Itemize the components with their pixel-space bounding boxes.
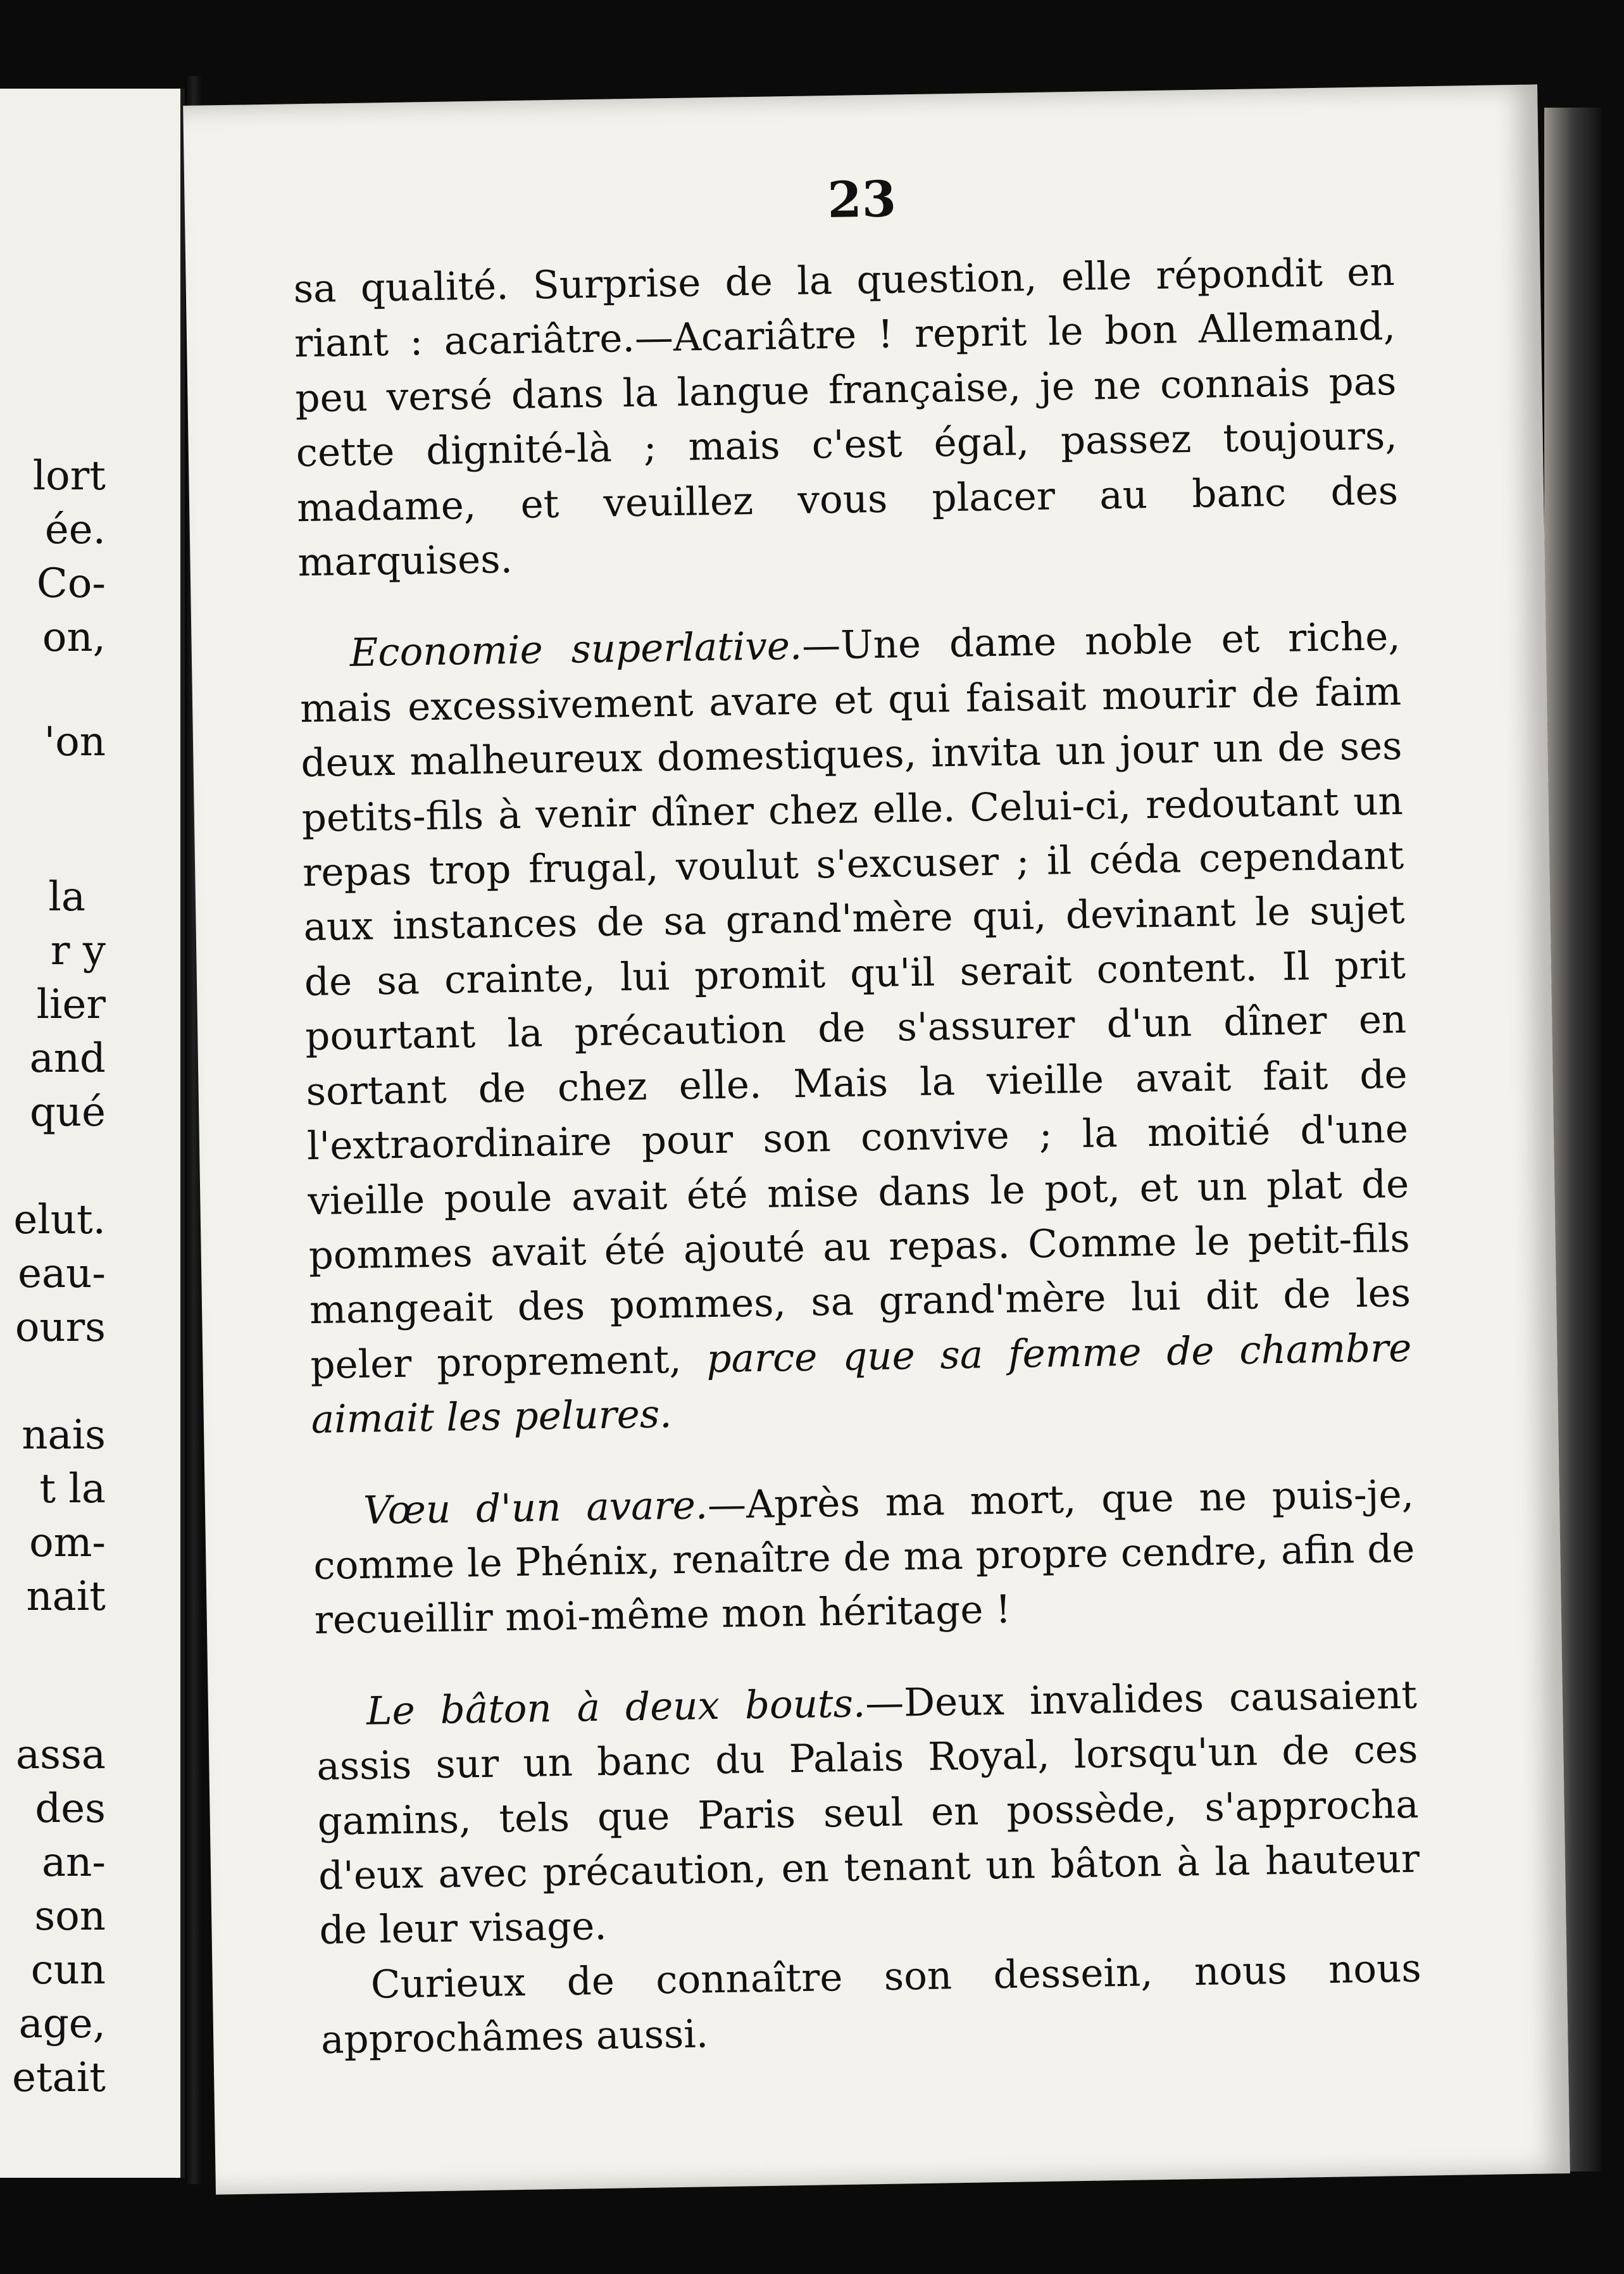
left-fragment: des [35, 1785, 106, 1832]
left-fragment: 'on [44, 719, 106, 765]
paragraph-final: Curieux de connaître son dessein, nous nous approchâmes aussi. [320, 1945, 1422, 2063]
left-fragment: assa [16, 1731, 106, 1778]
paragraph-economie [299, 610, 1413, 1447]
anecdote-text: —Après ma mort, que ne puis-je, comme le Phénix, renaître de ma propre cendre, afin de recueillir moi-même mon héritage ! [313, 1471, 1415, 1643]
left-fragment: nait [26, 1573, 106, 1620]
paragraph-1: sa qualité. Surprise de la question, elle répondit en riant : acariâtre.—Acariâtre ! reprit le bon Allemand, peu versé dans la langue française, je ne connais pas cette dignité-là ; mais c'est égal, passez toujours, madame, et veuillez vous placer au banc des marquises. [293, 249, 1399, 586]
anecdote-text: —Deux invalides causaient assis sur un banc du Palais Royal, lorsqu'un de ces gamins, tels que Paris seul en possède, s'approcha d'eux avec précaution, en tenant un bâton à la hauteur de leur visage. [316, 1672, 1420, 1954]
left-fragment: r y [50, 927, 106, 974]
left-fragment: Co- [36, 560, 106, 607]
left-fragment: son [34, 1893, 106, 1940]
anecdote-title: Vœu d'un avare. [363, 1482, 708, 1533]
page-number: 23 [827, 170, 897, 230]
left-fragment: an- [42, 1839, 106, 1886]
left-fragment: t la [39, 1466, 106, 1512]
left-fragment: lort [32, 453, 106, 499]
page-text [293, 245, 1423, 2105]
left-fragment: la [48, 874, 85, 920]
left-fragment: on, [42, 614, 106, 661]
left-fragment: eau- [18, 1250, 106, 1297]
left-fragment: ée. [44, 506, 106, 553]
paragraph-baton [315, 1668, 1421, 1958]
left-page [0, 89, 185, 2178]
left-fragment: ours [15, 1304, 106, 1351]
left-fragment: age, [18, 2001, 106, 2047]
anecdote-text: —Une dame noble et riche, mais excessivement avare et qui faisait mourir de faim deux malheureux domestiques, invita un jour un de ses petits-fils à venir dîner chez elle. Celui-ci, redoutant un repas trop frugal, voulut s'excuser ; il céda cependant aux instances de sa grand'mère qui, devinant le sujet de sa crainte, lui promit qu'il serait content. Il prit pourtant la précaution de s'assurer d'un dîner en sortant de chez elle. Mais la vieille avait fait de l'extraordinaire pour son convive ; la moitié d'une vieille poule avait été mise dans le pot, et un plat de pommes avait été ajouté au repas. Comme le petit-fils mangeait des pommes, sa grand'mère lui dit de les peler proprement, [299, 614, 1411, 1388]
left-fragment: nais [22, 1412, 106, 1459]
right-page [183, 84, 1570, 2194]
paragraph-voeu [312, 1467, 1416, 1649]
left-fragment: etait [12, 2054, 106, 2101]
left-fragment: qué [29, 1089, 106, 1136]
anecdote-title: Economie superlative. [349, 624, 803, 676]
left-fragment: lier [36, 981, 106, 1028]
anecdote-title: Le bâton à deux bouts. [366, 1681, 866, 1734]
anecdote-italic-ending: parce que sa femme de chambre aimait les pelures. [311, 1325, 1412, 1443]
left-fragment: elut. [13, 1197, 106, 1243]
left-fragment: and [29, 1035, 106, 1082]
left-fragment: om- [29, 1519, 106, 1566]
left-fragment: cun [30, 1947, 106, 1994]
